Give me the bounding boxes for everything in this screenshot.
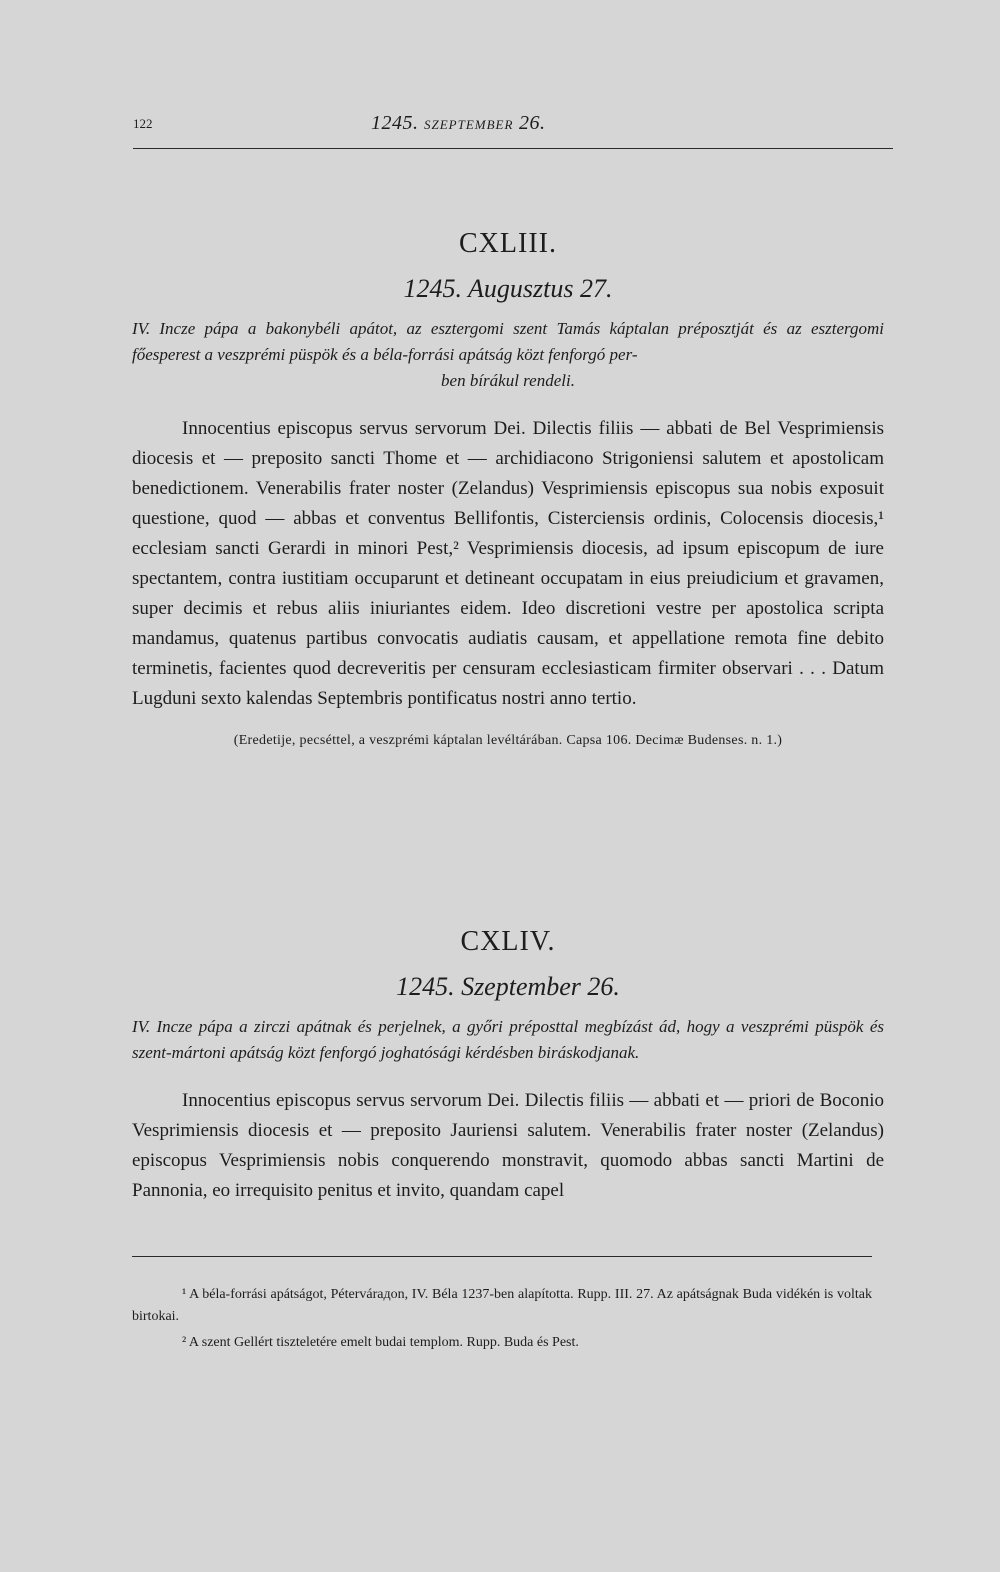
document-date: 1245. Szeptember 26. — [396, 972, 620, 1001]
footnote-rule — [132, 1256, 872, 1257]
page-number: 122 — [133, 116, 153, 131]
footnote-1: ¹ A béla-forrási apátságot, Pétervárадon, IV. Béla 1237-ben alapította. Rupp. III. 27. Az apátságnak Buda vidékén is voltak birtokai. — [132, 1287, 872, 1324]
header-rule — [133, 148, 893, 149]
running-title-day: 26. — [518, 112, 546, 134]
document-summary: IV. Incze pápa a zirczi apátnak és perjelnek, a győri préposttal megbízást ád, hogy a veszprémi püspök és szent-mártoni apátság közt fenforgó joghatósági kérdésben biráskodjanak. — [132, 1017, 884, 1062]
summary-text: IV. Incze pápa a bakonybéli apátot, az esztergomi szent Tamás káptalan préposztját és az esztergomi főesperest a veszprémi püspök és a béla-forrási apátság közt fenforgó per- — [132, 319, 884, 364]
source-note: (Eredetije, pecséttel, a veszprémi káptalan levéltárában. Capsa 106. Decimæ Budenses. n. 1.) — [233, 733, 783, 748]
document-numeral: CXLIII. — [459, 228, 557, 259]
document-body: Innocentius episcopus servus servorum Dei. Dilectis filiis — abbati de Bel Vesprimiensis diocesis et — preposito sancti Thome et — archidiacono Strigoniensi salutem et apostolicam benedictionem. Venerabilis frater noster (Zelandus) Vesprimiensis episcopus sua nobis exposuit questione, quod — abbas et conventus Bellifontis, Cisterciensis ordinis, Colocensis diocesis,¹ ecclesiam sancti Gerardi in minori Pest,² Vesprimiensis diocesis, ad ipsum episcopum de iure spectantem, contra iustitiam occuparunt et detineant occupatam in eius preiudicium et gravamen, super decimis et rebus aliis iniuriantes eidem. Ideo discretioni vestre per apostolica scripta mandamus, quatenus partibus convocatis audiatis causam, et appellatione remota fine debito terminetis, facientes quod decreveritis per censuram ecclesiasticam firmiter observari . . . Datum Lugduni sexto kalendas Septembris pontificatus nostri anno tertio. — [132, 418, 884, 709]
document-cxliii — [132, 228, 884, 749]
document-date: 1245. Augusztus 27. — [403, 274, 613, 303]
running-title-month: SZEPTEMBER — [424, 117, 514, 132]
footnotes — [132, 1284, 872, 1358]
document-cxliv — [132, 926, 884, 1225]
running-head — [133, 112, 893, 152]
document-numeral: CXLIV. — [460, 926, 556, 957]
footnote-2: ² A szent Gellért tiszteletére emelt budai templom. Rupp. Buda és Pest. — [182, 1335, 579, 1350]
summary-last-line: ben bírákul rendeli. — [441, 371, 575, 390]
running-title — [371, 112, 545, 135]
document-summary — [132, 316, 884, 394]
document-body: Innocentius episcopus servus servorum Dei. Dilectis filiis — abbati et — priori de Boconio Vesprimiensis diocesis et — preposito Jauriensi salutem. Venerabilis frater noster (Zelandus) episcopus Vesprimiensis nobis conquerendo monstravit, quomodo abbas sancti Martini de Pannonia, eo irrequisito penitus et invito, quandam capel — [132, 1090, 884, 1201]
running-title-year: 1245. — [371, 112, 419, 134]
